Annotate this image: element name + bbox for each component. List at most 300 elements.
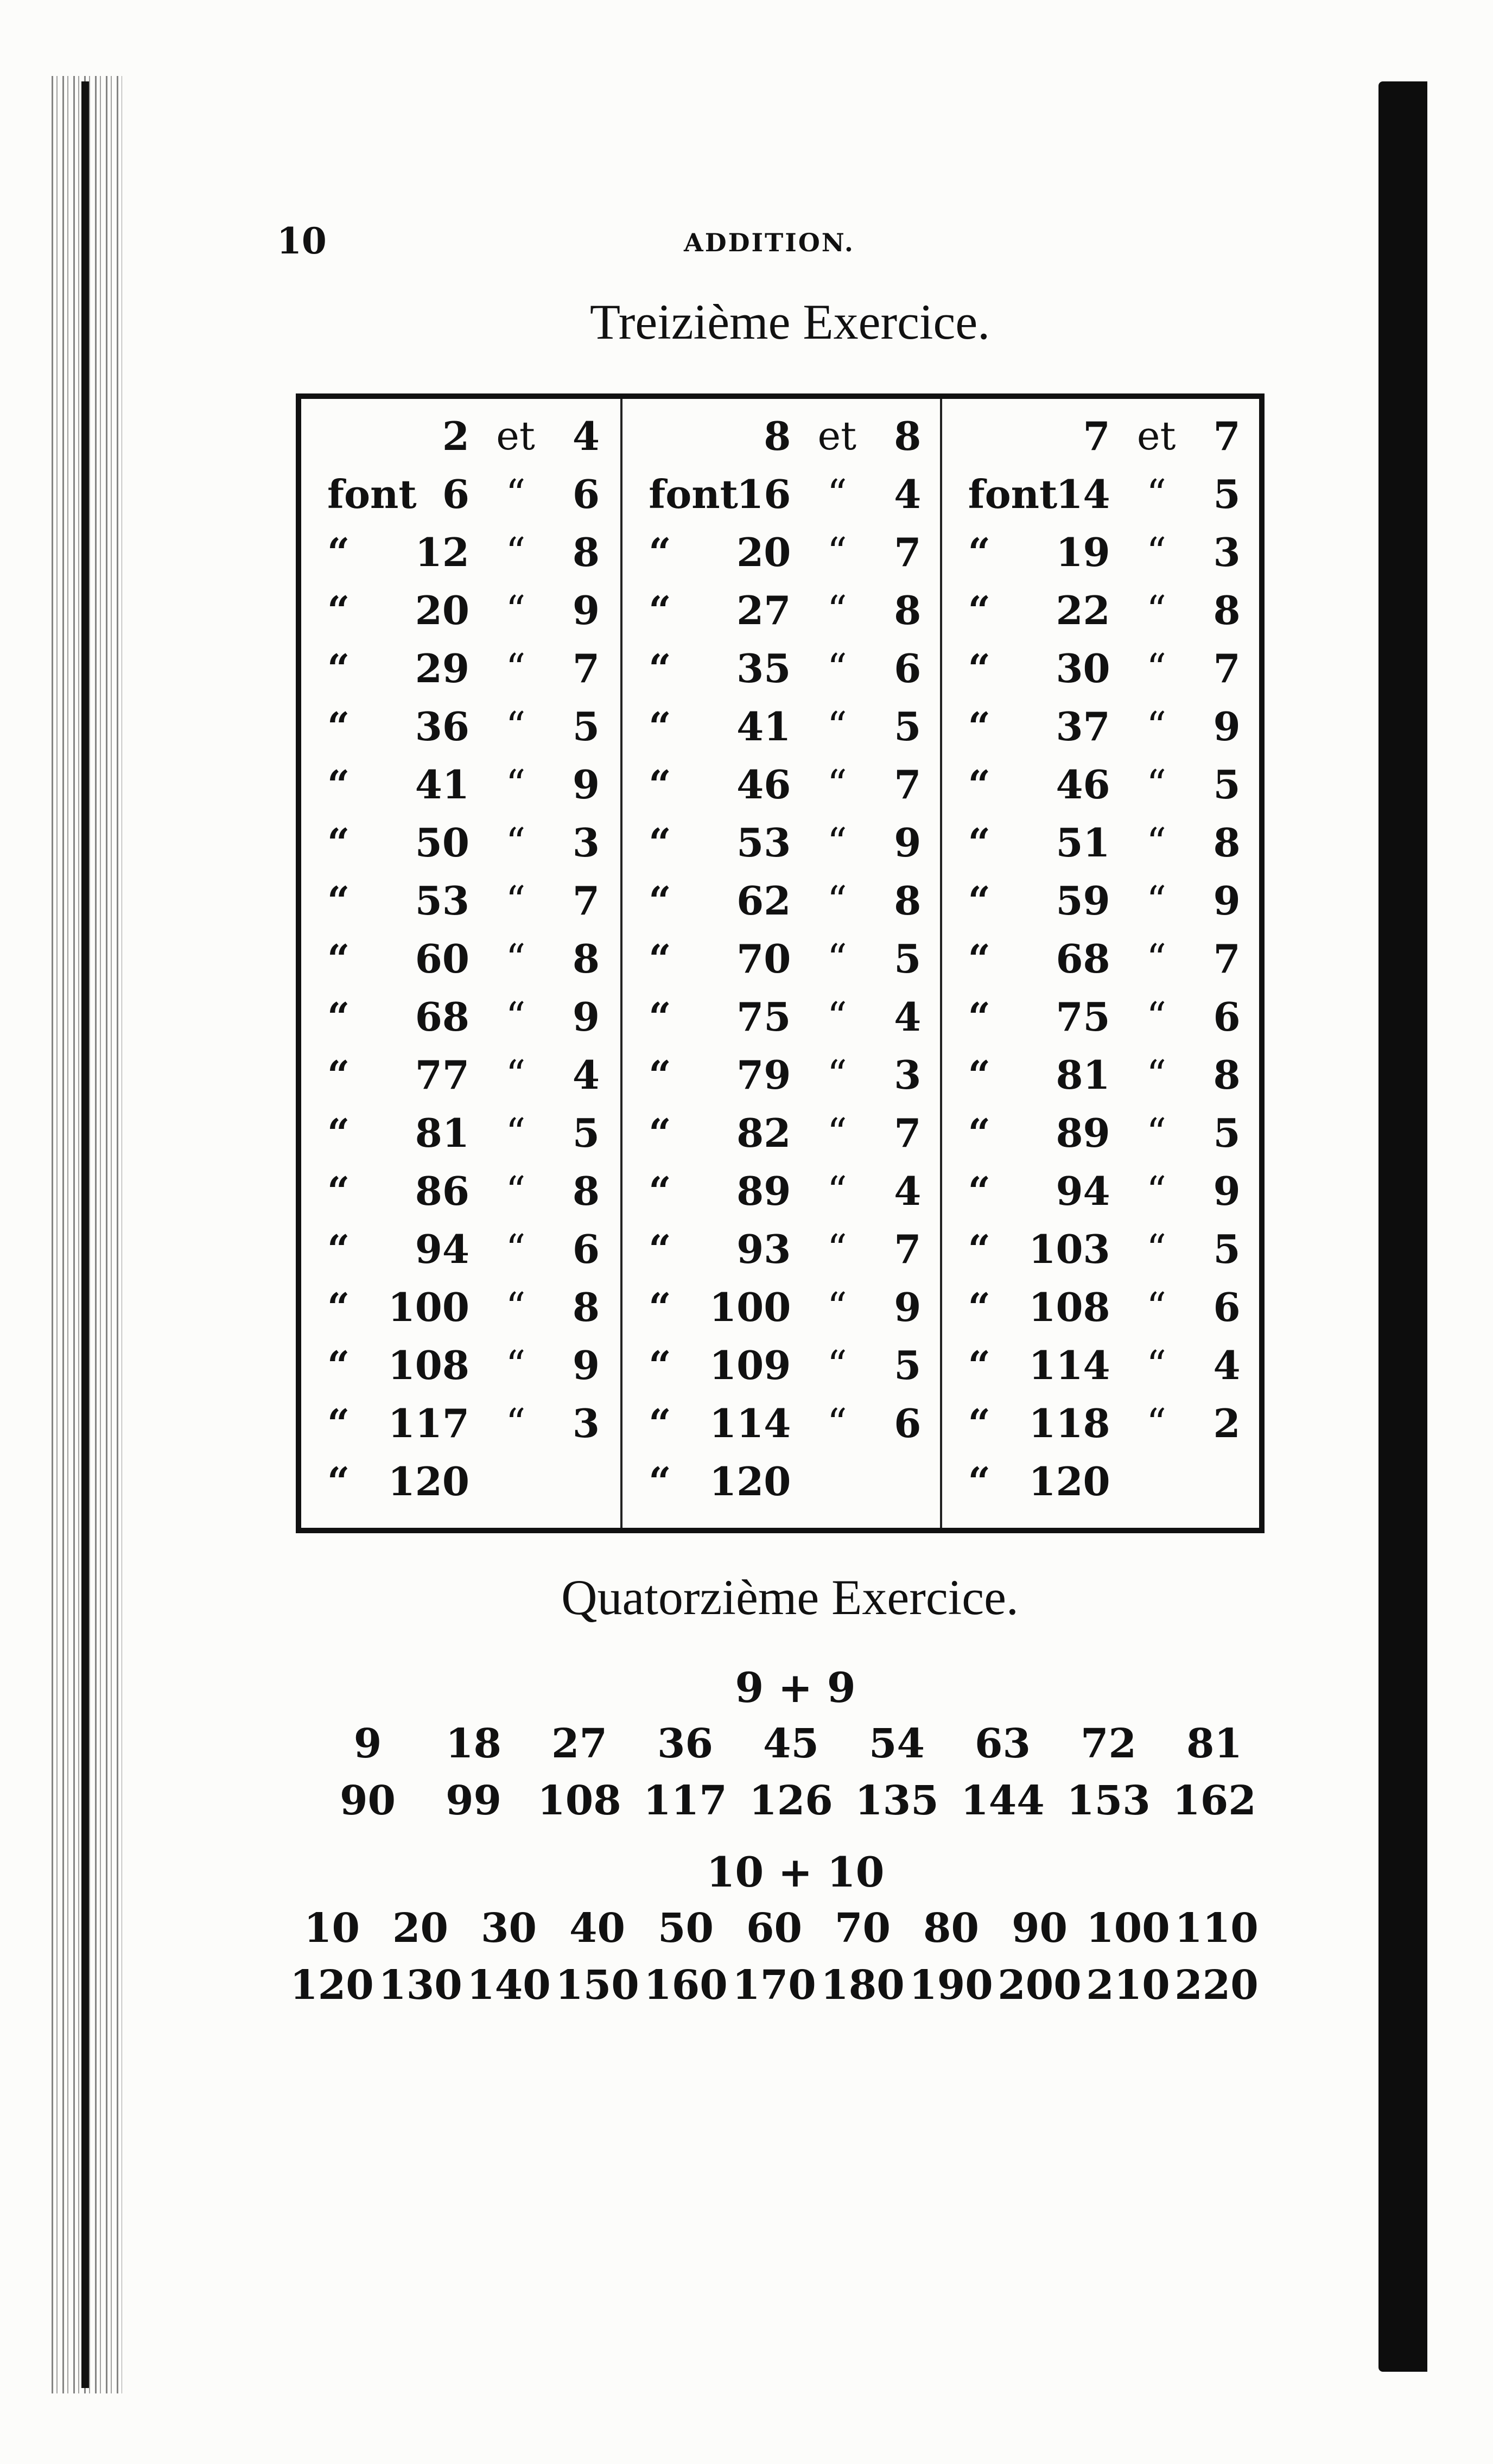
table-row [301, 639, 620, 697]
table-row [622, 1162, 939, 1220]
second-value-cell: 8 [1213, 587, 1241, 633]
section-9-line-2 [315, 1777, 1267, 1824]
second-value-cell: 8 [572, 529, 600, 575]
exercise-14-title: Quatorzième Exercice. [561, 1570, 1019, 1625]
table-row [301, 930, 620, 988]
first-value-cell: 16 [736, 471, 791, 517]
separator-cell: et [1136, 413, 1176, 459]
word-cell: “ [649, 820, 671, 866]
number-cell: 140 [467, 1962, 551, 2009]
separator-cell: “ [505, 645, 526, 691]
first-value-cell: 30 [1056, 645, 1110, 691]
word-cell: “ [649, 761, 671, 808]
table-row [301, 1046, 620, 1104]
separator-cell: “ [1146, 820, 1167, 865]
number-cell: 120 [290, 1962, 374, 2009]
first-value-cell: 35 [736, 645, 791, 691]
word-cell: “ [327, 587, 350, 633]
second-value-cell: 7 [572, 878, 600, 924]
word-cell: “ [968, 1052, 991, 1098]
first-value-cell: 114 [1028, 1342, 1110, 1388]
word-cell: “ [327, 1052, 350, 1098]
word-cell: “ [649, 1400, 671, 1446]
table-row [301, 697, 620, 755]
word-cell: “ [649, 1342, 671, 1388]
second-value-cell: 8 [572, 936, 600, 982]
word-cell: “ [649, 703, 671, 750]
second-value-cell: 5 [1213, 1226, 1241, 1272]
first-value-cell: 41 [415, 761, 469, 808]
second-value-cell: 7 [572, 645, 600, 691]
number-cell: 220 [1174, 1962, 1259, 2009]
second-value-cell: 9 [894, 820, 922, 866]
second-value-cell: 5 [894, 1342, 922, 1388]
separator-cell: “ [505, 1342, 526, 1388]
word-cell: “ [968, 761, 991, 808]
word-cell: “ [327, 936, 350, 982]
number-cell: 18 [446, 1720, 501, 1767]
section-10-line-1 [288, 1905, 1261, 1952]
table-column-2 [620, 399, 939, 1528]
number-cell: 153 [1066, 1777, 1151, 1824]
table-row [301, 1278, 620, 1336]
number-cell: 27 [551, 1720, 607, 1767]
first-value-cell: 14 [1056, 471, 1110, 517]
second-value-cell: 7 [1213, 413, 1241, 459]
table-row [301, 755, 620, 814]
number-cell: 200 [998, 1962, 1082, 2009]
word-cell: “ [327, 820, 350, 866]
table-row [942, 988, 1259, 1046]
word-cell: “ [968, 1168, 991, 1214]
word-cell: “ [649, 936, 671, 982]
first-value-cell: 94 [1056, 1168, 1110, 1214]
word-cell: “ [327, 1110, 350, 1156]
first-value-cell: 20 [415, 587, 469, 633]
second-value-cell: 6 [1213, 994, 1241, 1040]
table-row [942, 1452, 1259, 1510]
word-cell: “ [649, 645, 671, 691]
second-value-cell: 3 [1213, 529, 1241, 575]
separator-cell: “ [505, 703, 526, 749]
word-cell: “ [649, 1458, 671, 1504]
table-row [301, 1104, 620, 1162]
first-value-cell: 37 [1056, 703, 1110, 750]
number-cell: 80 [923, 1905, 979, 1952]
number-cell: 170 [732, 1962, 816, 2009]
table-row [942, 755, 1259, 814]
word-cell: “ [327, 994, 350, 1040]
word-cell: “ [327, 1168, 350, 1214]
second-value-cell: 8 [894, 587, 922, 633]
separator-cell: “ [1146, 994, 1167, 1039]
word-cell: font [327, 471, 417, 517]
word-cell: “ [649, 1168, 671, 1214]
number-cell: 30 [481, 1905, 537, 1952]
word-cell: “ [649, 1226, 671, 1272]
second-value-cell: 5 [572, 703, 600, 750]
table-row [942, 814, 1259, 872]
section-9-plus-9-heading: 9 + 9 [735, 1663, 856, 1712]
second-value-cell: 6 [572, 471, 600, 517]
table-row [622, 1336, 939, 1394]
table-row [622, 639, 939, 697]
table-row [942, 872, 1259, 930]
number-cell: 50 [658, 1905, 714, 1952]
second-value-cell: 5 [572, 1110, 600, 1156]
separator-cell: “ [505, 936, 526, 981]
second-value-cell: 5 [894, 936, 922, 982]
separator-cell: “ [1146, 1400, 1167, 1446]
second-value-cell: 4 [894, 471, 922, 517]
second-value-cell: 9 [894, 1284, 922, 1330]
table-row [301, 407, 620, 465]
word-cell: “ [327, 645, 350, 691]
number-cell: 63 [975, 1720, 1031, 1767]
separator-cell: “ [505, 529, 526, 575]
number-cell: 190 [909, 1962, 993, 2009]
table-row [942, 1278, 1259, 1336]
separator-cell: “ [505, 820, 526, 865]
exercise-13-title: Treizième Exercice. [589, 294, 990, 350]
first-value-cell: 120 [709, 1458, 791, 1504]
word-cell: “ [649, 994, 671, 1040]
table-row [301, 1394, 620, 1452]
first-value-cell: 100 [709, 1284, 791, 1330]
word-cell: “ [968, 1284, 991, 1330]
number-cell: 99 [446, 1777, 501, 1824]
first-value-cell: 19 [1056, 529, 1110, 575]
separator-cell: “ [827, 529, 847, 575]
word-cell: “ [968, 529, 991, 575]
word-cell: “ [649, 1110, 671, 1156]
number-cell: 126 [749, 1777, 833, 1824]
second-value-cell: 9 [572, 761, 600, 808]
number-cell: 144 [961, 1777, 1045, 1824]
first-value-cell: 108 [387, 1342, 469, 1388]
first-value-cell: 12 [415, 529, 469, 575]
first-value-cell: 50 [415, 820, 469, 866]
first-value-cell: 6 [442, 471, 469, 517]
separator-cell: “ [505, 587, 526, 633]
first-value-cell: 27 [736, 587, 791, 633]
second-value-cell: 7 [1213, 936, 1241, 982]
second-value-cell: 7 [1213, 645, 1241, 691]
number-cell: 130 [378, 1962, 462, 2009]
table-row [622, 1394, 939, 1452]
word-cell: “ [968, 1400, 991, 1446]
section-9-line-1 [315, 1720, 1267, 1767]
word-cell: “ [327, 529, 350, 575]
second-value-cell: 7 [894, 1226, 922, 1272]
first-value-cell: 68 [1056, 936, 1110, 982]
table-row [942, 1162, 1259, 1220]
first-value-cell: 89 [736, 1168, 791, 1214]
separator-cell: “ [1146, 645, 1167, 691]
table-row [301, 581, 620, 639]
table-row [942, 1394, 1259, 1452]
word-cell: “ [649, 529, 671, 575]
section-10-line-2 [288, 1962, 1261, 2009]
second-value-cell: 7 [894, 1110, 922, 1156]
separator-cell: “ [827, 645, 847, 691]
table-row [942, 1046, 1259, 1104]
separator-cell: “ [505, 1168, 526, 1214]
separator-cell: “ [505, 471, 526, 517]
separator-cell: “ [1146, 703, 1167, 749]
second-value-cell: 8 [894, 413, 922, 459]
number-cell: 90 [340, 1777, 396, 1824]
first-value-cell: 118 [1028, 1400, 1110, 1446]
number-cell: 40 [569, 1905, 625, 1952]
separator-cell: “ [505, 1226, 526, 1272]
separator-cell: “ [505, 994, 526, 1039]
section-10-plus-10-heading: 10 + 10 [706, 1848, 885, 1896]
separator-cell: “ [827, 820, 847, 865]
separator-cell: “ [827, 703, 847, 749]
separator-cell: “ [827, 1284, 847, 1330]
word-cell: “ [968, 1110, 991, 1156]
first-value-cell: 114 [709, 1400, 791, 1446]
table-row [622, 1046, 939, 1104]
separator-cell: “ [827, 1342, 847, 1388]
first-value-cell: 70 [736, 936, 791, 982]
table-row [942, 465, 1259, 523]
separator-cell: “ [827, 1226, 847, 1272]
second-value-cell: 4 [572, 1052, 600, 1098]
second-value-cell: 7 [894, 529, 922, 575]
page-number: 10 [277, 220, 327, 262]
second-value-cell: 9 [1213, 703, 1241, 750]
second-value-cell: 3 [894, 1052, 922, 1098]
word-cell: “ [968, 994, 991, 1040]
table-column-1 [301, 399, 620, 1528]
first-value-cell: 120 [1028, 1458, 1110, 1504]
table-row [942, 639, 1259, 697]
second-value-cell: 5 [1213, 471, 1241, 517]
word-cell: “ [327, 1458, 350, 1504]
separator-cell: “ [1146, 761, 1167, 807]
word-cell: “ [649, 587, 671, 633]
first-value-cell: 46 [1056, 761, 1110, 808]
separator-cell: “ [1146, 936, 1167, 981]
second-value-cell: 9 [572, 1342, 600, 1388]
number-cell: 210 [1086, 1962, 1170, 2009]
table-row [622, 581, 939, 639]
first-value-cell: 81 [415, 1110, 469, 1156]
first-value-cell: 20 [736, 529, 791, 575]
second-value-cell: 9 [1213, 1168, 1241, 1214]
second-value-cell: 9 [1213, 878, 1241, 924]
separator-cell: “ [1146, 1052, 1167, 1097]
table-row [942, 1220, 1259, 1278]
second-value-cell: 6 [894, 645, 922, 691]
number-cell: 36 [657, 1720, 713, 1767]
word-cell: “ [327, 1226, 350, 1272]
table-row [942, 523, 1259, 581]
first-value-cell: 22 [1056, 587, 1110, 633]
word-cell: “ [968, 587, 991, 633]
word-cell: “ [649, 1284, 671, 1330]
number-cell: 45 [763, 1720, 819, 1767]
word-cell: “ [968, 1226, 991, 1272]
separator-cell: “ [505, 761, 526, 807]
table-row [942, 697, 1259, 755]
first-value-cell: 94 [415, 1226, 469, 1272]
first-value-cell: 86 [415, 1168, 469, 1214]
running-head: ADDITION. [684, 228, 855, 257]
first-value-cell: 93 [736, 1226, 791, 1272]
table-row [942, 581, 1259, 639]
separator-cell: “ [505, 878, 526, 923]
table-row [301, 465, 620, 523]
first-value-cell: 36 [415, 703, 469, 750]
first-value-cell: 77 [415, 1052, 469, 1098]
number-cell: 9 [353, 1720, 382, 1767]
table-row [622, 407, 939, 465]
first-value-cell: 62 [736, 878, 791, 924]
separator-cell: “ [1146, 1110, 1167, 1155]
first-value-cell: 7 [1083, 413, 1110, 459]
number-cell: 60 [746, 1905, 802, 1952]
separator-cell: “ [827, 994, 847, 1039]
separator-cell: “ [1146, 529, 1167, 575]
second-value-cell: 7 [894, 761, 922, 808]
table-row [622, 988, 939, 1046]
number-cell: 150 [555, 1962, 639, 2009]
first-value-cell: 81 [1056, 1052, 1110, 1098]
second-value-cell: 5 [1213, 761, 1241, 808]
second-value-cell: 4 [572, 413, 600, 459]
number-cell: 135 [855, 1777, 939, 1824]
separator-cell: “ [827, 1168, 847, 1214]
number-cell: 110 [1174, 1905, 1259, 1952]
table-column-3 [940, 399, 1259, 1528]
table-row [622, 930, 939, 988]
second-value-cell: 4 [1213, 1342, 1241, 1388]
table-row [301, 523, 620, 581]
word-cell: “ [968, 645, 991, 691]
word-cell: “ [327, 1342, 350, 1388]
word-cell: “ [327, 1400, 350, 1446]
table-row [301, 988, 620, 1046]
separator-cell: “ [827, 1052, 847, 1097]
separator-cell: “ [827, 587, 847, 633]
second-value-cell: 6 [894, 1400, 922, 1446]
exercise-13-table [296, 393, 1265, 1533]
first-value-cell: 8 [764, 413, 791, 459]
second-value-cell: 5 [1213, 1110, 1241, 1156]
first-value-cell: 100 [387, 1284, 469, 1330]
number-cell: 180 [821, 1962, 905, 2009]
separator-cell: “ [827, 761, 847, 807]
second-value-cell: 9 [572, 994, 600, 1040]
first-value-cell: 53 [736, 820, 791, 866]
word-cell: “ [327, 761, 350, 808]
first-value-cell: 108 [1028, 1284, 1110, 1330]
table-row [942, 930, 1259, 988]
second-value-cell: 8 [572, 1284, 600, 1330]
number-cell: 160 [644, 1962, 728, 2009]
word-cell: “ [968, 1458, 991, 1504]
table-row [622, 1452, 939, 1510]
separator-cell: “ [1146, 878, 1167, 923]
table-row [622, 1220, 939, 1278]
table-row [301, 814, 620, 872]
word-cell: “ [649, 1052, 671, 1098]
number-cell: 100 [1086, 1905, 1170, 1952]
second-value-cell: 8 [1213, 1052, 1241, 1098]
table-row [622, 1104, 939, 1162]
table-row [622, 872, 939, 930]
second-value-cell: 8 [572, 1168, 600, 1214]
word-cell: “ [968, 878, 991, 924]
separator-cell: et [496, 413, 535, 459]
number-cell: 10 [304, 1905, 360, 1952]
number-cell: 162 [1172, 1777, 1256, 1824]
number-cell: 70 [835, 1905, 891, 1952]
first-value-cell: 79 [736, 1052, 791, 1098]
number-cell: 81 [1186, 1720, 1242, 1767]
separator-cell: “ [1146, 1168, 1167, 1214]
first-value-cell: 82 [736, 1110, 791, 1156]
word-cell: “ [968, 820, 991, 866]
first-value-cell: 41 [736, 703, 791, 750]
word-cell: “ [968, 936, 991, 982]
table-row [622, 523, 939, 581]
word-cell: font [968, 471, 1058, 517]
word-cell: “ [968, 703, 991, 750]
second-value-cell: 2 [1213, 1400, 1241, 1446]
number-cell: 54 [869, 1720, 925, 1767]
word-cell: font [649, 471, 738, 517]
separator-cell: “ [827, 936, 847, 981]
word-cell: “ [327, 703, 350, 750]
table-row [301, 1452, 620, 1510]
first-value-cell: 51 [1056, 820, 1110, 866]
separator-cell: “ [827, 1400, 847, 1446]
separator-cell: “ [1146, 471, 1167, 517]
second-value-cell: 3 [572, 820, 600, 866]
second-value-cell: 4 [894, 1168, 922, 1214]
table-row [301, 1336, 620, 1394]
page-edge-shadow [1378, 81, 1427, 2372]
second-value-cell: 8 [1213, 820, 1241, 866]
first-value-cell: 120 [387, 1458, 469, 1504]
separator-cell: “ [505, 1052, 526, 1097]
second-value-cell: 4 [894, 994, 922, 1040]
word-cell: “ [327, 878, 350, 924]
first-value-cell: 2 [442, 413, 469, 459]
first-value-cell: 59 [1056, 878, 1110, 924]
table-row [622, 814, 939, 872]
table-row [622, 697, 939, 755]
first-value-cell: 89 [1056, 1110, 1110, 1156]
separator-cell: “ [827, 471, 847, 517]
first-value-cell: 75 [736, 994, 791, 1040]
second-value-cell: 5 [894, 703, 922, 750]
separator-cell: “ [1146, 1284, 1167, 1330]
word-cell: “ [649, 878, 671, 924]
table-row [622, 465, 939, 523]
number-cell: 90 [1012, 1905, 1068, 1952]
separator-cell: “ [505, 1284, 526, 1330]
number-cell: 117 [643, 1777, 727, 1824]
number-cell: 72 [1081, 1720, 1136, 1767]
separator-cell: “ [827, 878, 847, 923]
separator-cell: “ [505, 1110, 526, 1155]
number-cell: 20 [392, 1905, 448, 1952]
